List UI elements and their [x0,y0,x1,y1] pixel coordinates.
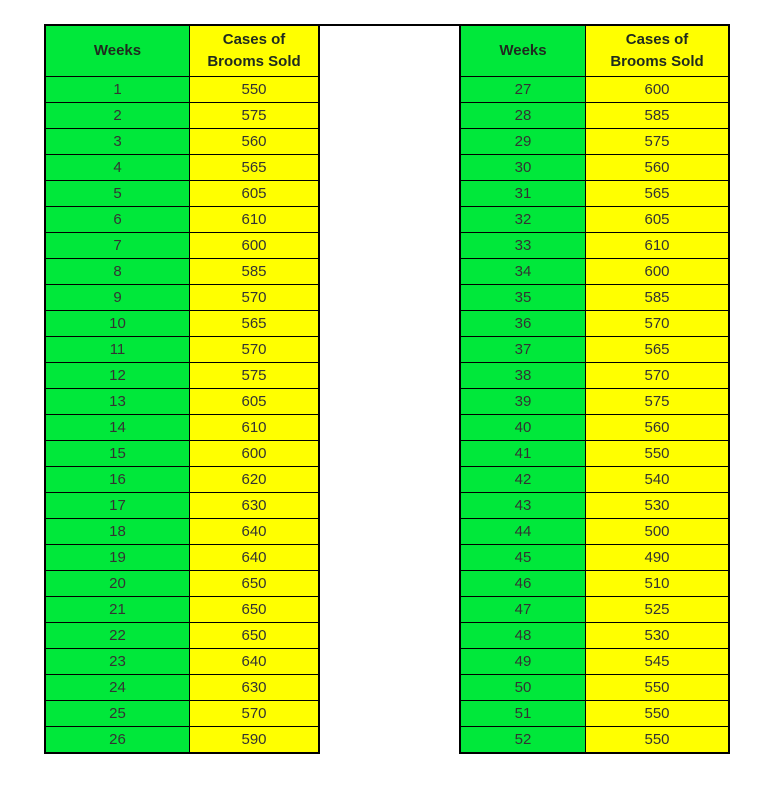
cases-cell: 575 [586,389,730,415]
week-cell: 5 [45,181,190,207]
cases-cell: 600 [190,233,320,259]
table-row [460,311,729,337]
table-row [45,441,319,467]
week-cell: 36 [460,311,586,337]
sales-table-weeks-1-26 [44,24,320,754]
week-cell: 27 [460,77,586,103]
table-row [460,649,729,675]
cases-cell: 565 [190,311,320,337]
table-row [45,129,319,155]
table-row [460,155,729,181]
cases-cell: 600 [586,77,730,103]
table-row [45,701,319,727]
cases-cell: 610 [190,415,320,441]
table-body [45,77,319,754]
week-cell: 33 [460,233,586,259]
week-cell: 29 [460,129,586,155]
table-row [460,337,729,363]
week-cell: 11 [45,337,190,363]
table-row [45,415,319,441]
cases-cell: 530 [586,623,730,649]
table-row [45,337,319,363]
table-header-row [45,25,319,77]
week-cell: 12 [45,363,190,389]
week-cell: 47 [460,597,586,623]
table-row [45,233,319,259]
week-cell: 40 [460,415,586,441]
cases-cell: 640 [190,519,320,545]
cases-header [190,25,320,77]
table-row [460,623,729,649]
cases-cell: 570 [190,285,320,311]
cases-cell: 600 [190,441,320,467]
week-cell: 17 [45,493,190,519]
cases-header [586,25,730,77]
table-row [45,103,319,129]
cases-cell: 545 [586,649,730,675]
cases-cell: 650 [190,623,320,649]
week-cell: 3 [45,129,190,155]
table-row [45,597,319,623]
week-cell: 46 [460,571,586,597]
table-body [460,77,729,754]
table-row [45,285,319,311]
cases-cell: 610 [190,207,320,233]
table-row [45,623,319,649]
week-cell: 50 [460,675,586,701]
week-cell: 45 [460,545,586,571]
cases-cell: 650 [190,597,320,623]
week-cell: 52 [460,727,586,754]
table-row [45,155,319,181]
cases-cell: 560 [586,415,730,441]
cases-header-line2: Brooms Sold [610,53,704,70]
table-row [460,493,729,519]
week-cell: 14 [45,415,190,441]
table-row [460,181,729,207]
cases-header-line1: Cases of [222,31,286,48]
cases-cell: 550 [586,675,730,701]
cases-cell: 585 [586,285,730,311]
week-cell: 28 [460,103,586,129]
table-row [460,727,729,754]
week-cell: 39 [460,389,586,415]
week-cell: 42 [460,467,586,493]
table-row [45,207,319,233]
cases-cell: 570 [586,311,730,337]
table-row [45,571,319,597]
table-row [460,571,729,597]
table-row [45,311,319,337]
cases-cell: 570 [190,701,320,727]
cases-cell: 620 [190,467,320,493]
cases-cell: 565 [586,181,730,207]
week-cell: 37 [460,337,586,363]
cases-cell: 550 [586,727,730,754]
table-row [45,519,319,545]
cases-cell: 605 [586,207,730,233]
week-cell: 4 [45,155,190,181]
week-cell: 6 [45,207,190,233]
week-cell: 2 [45,103,190,129]
table-row [460,389,729,415]
cases-header-line1: Cases of [625,31,689,48]
cases-cell: 550 [586,441,730,467]
table-row [460,701,729,727]
week-cell: 49 [460,649,586,675]
cases-cell: 560 [586,155,730,181]
week-cell: 16 [45,467,190,493]
table-row [45,727,319,754]
week-cell: 9 [45,285,190,311]
week-cell: 1 [45,77,190,103]
cases-cell: 575 [190,363,320,389]
week-cell: 43 [460,493,586,519]
table-header-row [460,25,729,77]
week-cell: 44 [460,519,586,545]
cases-cell: 585 [190,259,320,285]
cases-cell: 565 [190,155,320,181]
week-cell: 24 [45,675,190,701]
week-cell: 34 [460,259,586,285]
week-cell: 35 [460,285,586,311]
cases-header-line2: Brooms Sold [207,53,301,70]
cases-cell: 575 [586,129,730,155]
table-row [45,675,319,701]
week-cell: 51 [460,701,586,727]
week-cell: 26 [45,727,190,754]
cases-cell: 630 [190,493,320,519]
week-cell: 8 [45,259,190,285]
sales-table-weeks-27-52 [459,24,730,754]
table-row [460,103,729,129]
cases-cell: 600 [586,259,730,285]
week-cell: 25 [45,701,190,727]
cases-cell: 560 [190,129,320,155]
week-cell: 7 [45,233,190,259]
cases-cell: 585 [586,103,730,129]
table-row [45,259,319,285]
week-cell: 13 [45,389,190,415]
table-row [460,597,729,623]
cases-cell: 500 [586,519,730,545]
week-cell: 21 [45,597,190,623]
table-row [45,467,319,493]
cases-cell: 605 [190,181,320,207]
week-cell: 19 [45,545,190,571]
cases-cell: 510 [586,571,730,597]
table-row [460,415,729,441]
cases-cell: 610 [586,233,730,259]
week-cell: 20 [45,571,190,597]
week-cell: 30 [460,155,586,181]
table-row [460,129,729,155]
table-row [460,467,729,493]
table-row [45,181,319,207]
table-row [460,675,729,701]
table-row [460,233,729,259]
table-row [460,207,729,233]
cases-cell: 590 [190,727,320,754]
week-cell: 31 [460,181,586,207]
cases-cell: 550 [586,701,730,727]
cases-cell: 540 [586,467,730,493]
table-row [460,545,729,571]
table-row [45,389,319,415]
table-row [460,259,729,285]
week-cell: 48 [460,623,586,649]
cases-cell: 575 [190,103,320,129]
table-row [460,519,729,545]
weeks-header: Weeks [460,25,586,77]
weeks-header: Weeks [45,25,190,77]
week-cell: 10 [45,311,190,337]
table-row [45,649,319,675]
cases-cell: 565 [586,337,730,363]
week-cell: 22 [45,623,190,649]
cases-cell: 530 [586,493,730,519]
table-row [45,363,319,389]
week-cell: 15 [45,441,190,467]
table-row [460,77,729,103]
week-cell: 18 [45,519,190,545]
table-row [460,285,729,311]
table-row [45,545,319,571]
week-cell: 41 [460,441,586,467]
table-row [45,493,319,519]
week-cell: 38 [460,363,586,389]
header-connector-line [317,24,460,26]
cases-cell: 525 [586,597,730,623]
table-row [460,363,729,389]
cases-cell: 570 [190,337,320,363]
cases-cell: 630 [190,675,320,701]
cases-cell: 570 [586,363,730,389]
cases-cell: 490 [586,545,730,571]
cases-cell: 605 [190,389,320,415]
table-row [460,441,729,467]
cases-cell: 550 [190,77,320,103]
table-row [45,77,319,103]
week-cell: 23 [45,649,190,675]
cases-cell: 640 [190,649,320,675]
week-cell: 32 [460,207,586,233]
cases-cell: 640 [190,545,320,571]
cases-cell: 650 [190,571,320,597]
